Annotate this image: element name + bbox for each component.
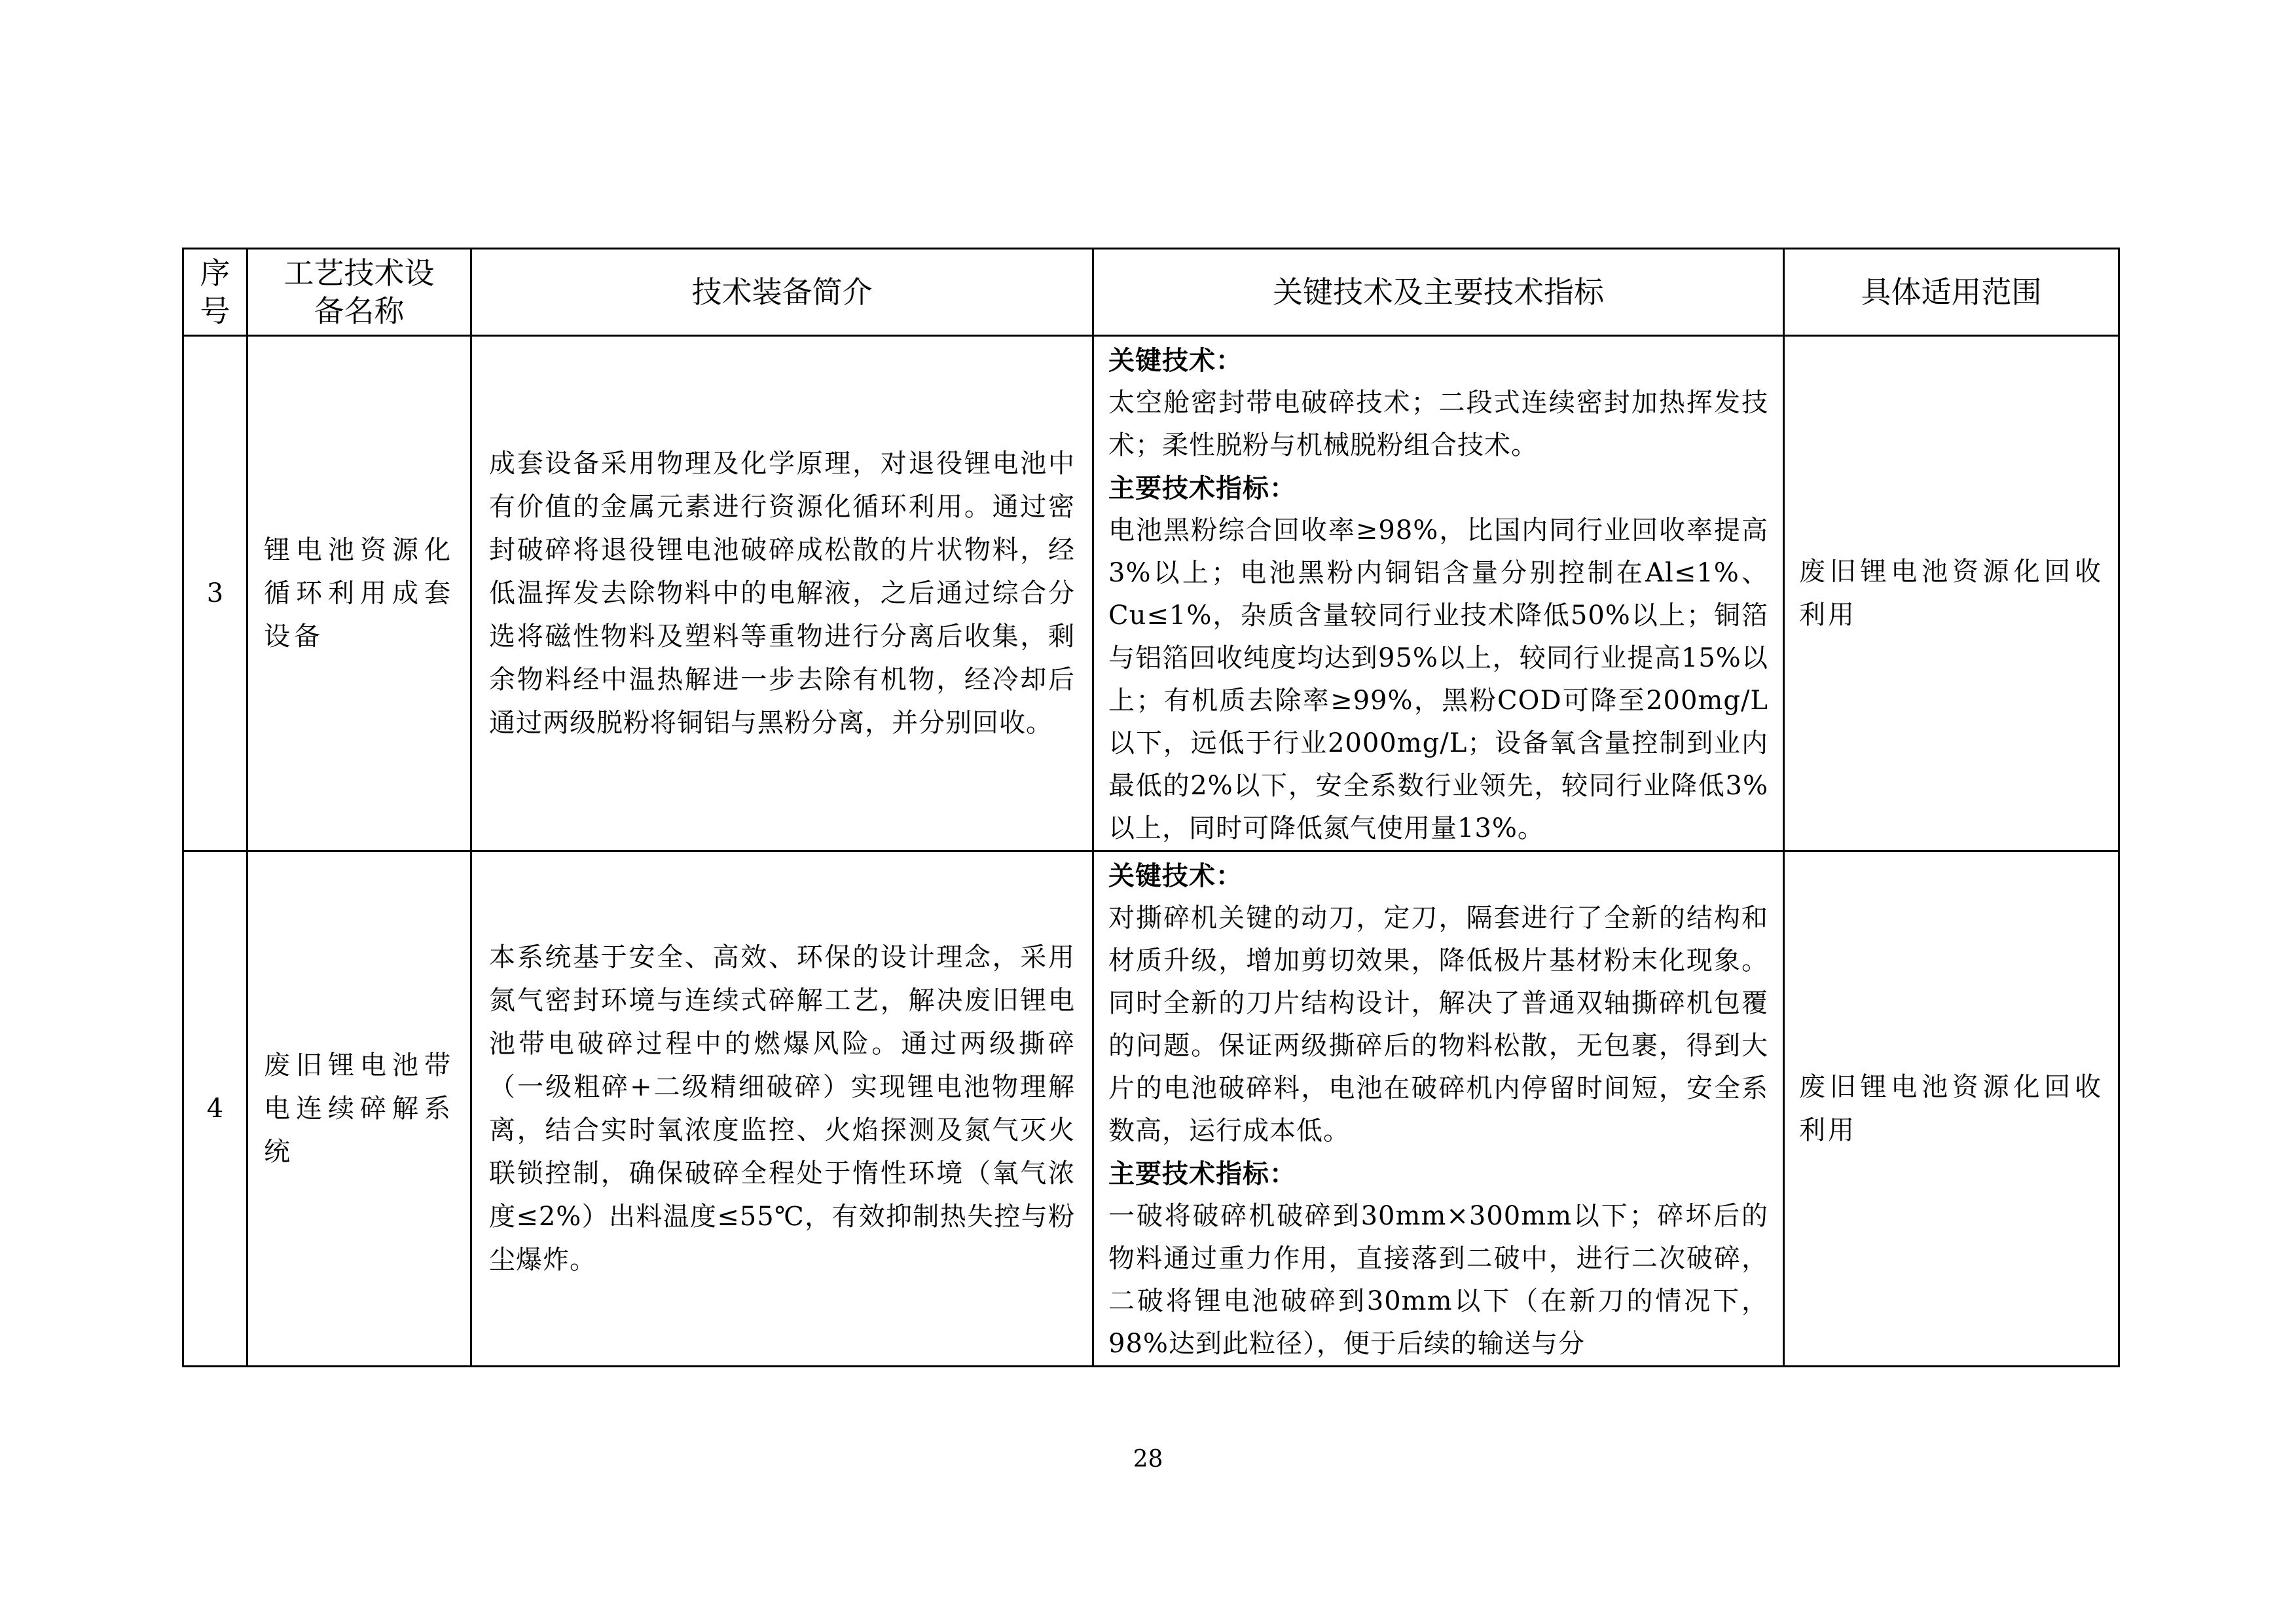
header-scope: 具体适用范围	[1784, 249, 2119, 336]
row-name: 锂电池资源化循环利用成套设备	[247, 336, 471, 851]
row-name: 废旧锂电池带电连续碎解系统	[247, 851, 471, 1367]
key-tech-text: 对撕碎机关键的动刀，定刀，隔套进行了全新的结构和材质升级，增加剪切效果，降低极片基材粉末化现象。同时全新的刀片结构设计，解决了普通双轴撕碎机包覆的问题。保证两级撕碎后的物料松散，无包裹，得到大片的电池破碎料，电池在破碎机内停留时间短，安全系数高，运行成本低。	[1108, 903, 1768, 1146]
main-indicator-title: 主要技术指标：	[1108, 1158, 1296, 1189]
header-key-tech: 关键技术及主要技术指标	[1093, 249, 1784, 336]
header-seq: 序号	[183, 249, 247, 336]
row-scope: 废旧锂电池资源化回收利用	[1784, 851, 2119, 1367]
key-tech-text: 太空舱密封带电破碎技术；二段式连续密封加热挥发技术；柔性脱粉与机械脱粉组合技术。	[1108, 388, 1768, 460]
table-row	[183, 336, 2119, 851]
technology-table	[182, 248, 2120, 1367]
header-intro: 技术装备简介	[471, 249, 1093, 336]
row-intro: 本系统基于安全、高效、环保的设计理念，采用氮气密封环境与连续式碎解工艺，解决废旧锂电池带电破碎过程中的燃爆风险。通过两级撕碎（一级粗碎+二级精细破碎）实现锂电池物理解离，结合实时氧浓度监控、火焰探测及氮气灭火联锁控制，确保破碎全程处于惰性环境（氧气浓度≤2%）出料温度≤55℃，有效抑制热失控与粉尘爆炸。	[471, 851, 1093, 1367]
row-key-tech	[1093, 851, 1784, 1367]
row-key-tech	[1093, 336, 1784, 851]
main-indicator-text: 一破将破碎机破碎到30mm×300mm以下；碎坏后的物料通过重力作用，直接落到二破中，进行二次破碎，二破将锂电池破碎到30mm以下（在新刀的情况下，98%达到此粒径），便于后续的输送与分	[1108, 1201, 1768, 1359]
row-seq: 3	[183, 336, 247, 851]
table-header-row	[183, 249, 2119, 336]
header-name: 工艺技术设备名称	[247, 249, 471, 336]
key-tech-title: 关键技术：	[1108, 860, 1243, 891]
row-intro: 成套设备采用物理及化学原理，对退役锂电池中有价值的金属元素进行资源化循环利用。通过密封破碎将退役锂电池破碎成松散的片状物料，经低温挥发去除物料中的电解液，之后通过综合分选将磁性物料及塑料等重物进行分离后收集，剩余物料经中温热解进一步去除有机物，经冷却后通过两级脱粉将铜铝与黑粉分离，并分别回收。	[471, 336, 1093, 851]
main-indicator-text: 电池黑粉综合回收率≥98%，比国内同行业回收率提高3%以上；电池黑粉内铜铝含量分别控制在Al≤1%、Cu≤1%，杂质含量较同行业技术降低50%以上；铜箔与铝箔回收纯度均达到95%以上，较同行业提高15%以上；有机质去除率≥99%，黑粉COD可降至200mg/L以下，远低于行业2000mg/L；设备氧含量控制到业内最低的2%以下，安全系数行业领先，较同行业降低3%以上，同时可降低氮气使用量13%。	[1108, 515, 1768, 843]
row-seq: 4	[183, 851, 247, 1367]
row-scope: 废旧锂电池资源化回收利用	[1784, 336, 2119, 851]
key-tech-title: 关键技术：	[1108, 345, 1243, 376]
main-indicator-title: 主要技术指标：	[1108, 473, 1296, 504]
table-row	[183, 851, 2119, 1367]
page-number: 28	[1133, 1446, 1163, 1473]
